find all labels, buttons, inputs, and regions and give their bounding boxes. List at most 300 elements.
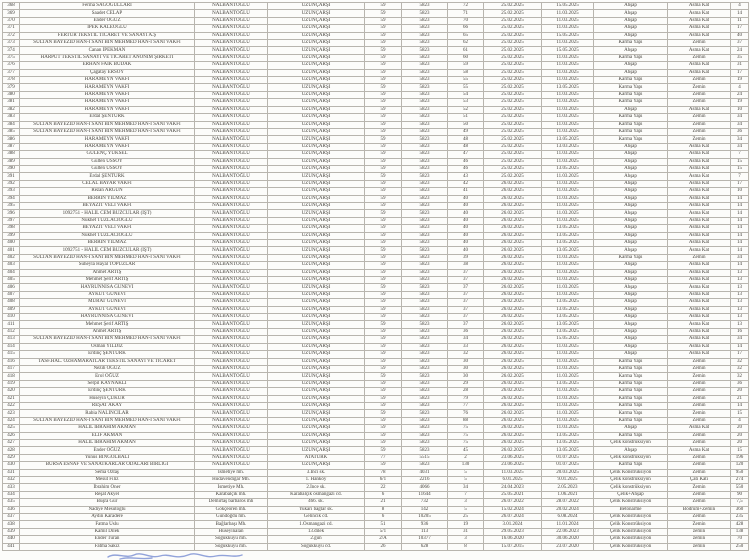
cell-ad-unvan: BERRİN YILMAZ: [20, 240, 195, 247]
table-row: [3, 165, 749, 172]
table-row: [3, 447, 749, 454]
cell-tarih-1: 25.02.2025: [484, 99, 542, 106]
cell-sokak: UZUNÇARŞI: [268, 388, 365, 395]
cell-yapi-turu: Çelik Konstrüksiyon: [594, 543, 668, 550]
cell-ada: 5823: [402, 462, 448, 469]
cell-mahalle: NALBANTOĞLU: [195, 173, 268, 180]
cell-tarih-2: 11.03.2025: [542, 358, 594, 365]
cell-ad-unvan: SULTAN BAYEZİD HAN-I SANİ BİN MEHMED HAN-I SANİ VAKFI: [20, 254, 195, 261]
cell-sira-no: 381: [3, 99, 20, 106]
cell-sokak: UZUNÇARŞI: [268, 47, 365, 54]
cell-parsel: 55: [448, 77, 484, 84]
cell-tarih-2: 11.03.2025: [542, 158, 594, 165]
cell-tarih-1: 29.05.2023: [484, 528, 542, 535]
cell-kapi-no: 59: [365, 62, 402, 69]
table-row: [3, 232, 749, 239]
cell-kat: Zemin: [668, 484, 731, 491]
cell-tarih-2: 30.06.2020: [542, 536, 594, 543]
cell-alan: 13: [731, 306, 749, 313]
cell-tarih-2: 13.05.2025: [542, 136, 594, 143]
cell-tarih-1: 25.02.2025: [484, 158, 542, 165]
cell-alan: 196: [731, 454, 749, 461]
table-row: [3, 247, 749, 254]
cell-yapi-turu: Ahşap: [594, 328, 668, 335]
cell-parsel: 37: [448, 306, 484, 313]
cell-ad-unvan: GÜLENÇ YÜKSEL: [20, 151, 195, 158]
cell-ada: 5823: [402, 284, 448, 291]
cell-tarih-1: 26.02.2025: [484, 254, 542, 261]
cell-sira-no: 386: [3, 136, 20, 143]
cell-tarih-1: 26.07.2024: [484, 514, 542, 521]
cell-kat: Zemin: [668, 136, 731, 143]
cell-ad-unvan: Mesut Filiz: [20, 477, 195, 484]
cell-alan: 21: [731, 395, 749, 402]
cell-sokak: UZUNÇARŞI: [268, 202, 365, 209]
cell-tarih-2: 1.06.2021: [542, 491, 594, 498]
cell-kat: Zemin: [668, 254, 731, 261]
table-row: [3, 514, 749, 521]
cell-tarih-1: 3.01.2024: [484, 521, 542, 528]
cell-kat: zemin: [668, 543, 731, 550]
cell-sokak: UZUNÇARŞI: [268, 365, 365, 372]
cell-sira-no: 378: [3, 77, 20, 84]
cell-kat: Zemin: [668, 514, 731, 521]
cell-kat: Asma Kat: [668, 262, 731, 269]
cell-kapi-no: 59: [365, 173, 402, 180]
cell-sokak: UZUNÇARŞI: [268, 143, 365, 150]
cell-ad-unvan: Fatma Uslu: [20, 521, 195, 528]
cell-sira-no: 393: [3, 188, 20, 195]
cell-parsel: 36: [448, 328, 484, 335]
cell-ada: 5823: [402, 425, 448, 432]
cell-tarih-2: 13.05.2025: [542, 84, 594, 91]
cell-parsel: 5: [448, 477, 484, 484]
cell-alan: 14: [731, 240, 749, 247]
cell-yapi-turu: Karma Yapı: [594, 121, 668, 128]
cell-ada: 11644: [402, 491, 448, 498]
cell-mahalle: NALBANTOĞLU: [195, 143, 268, 150]
cell-tarih-2: 23.07.2020: [542, 543, 594, 550]
cell-tarih-1: 15.02.2024: [484, 506, 542, 513]
table-row: [3, 240, 749, 247]
cell-yapi-turu: Ahşap: [594, 188, 668, 195]
cell-yapi-turu: Ahşap: [594, 3, 668, 10]
cell-sira-no: 408: [3, 299, 20, 306]
table-row: [3, 499, 749, 506]
cell-kat: Asma Kat: [668, 343, 731, 350]
cell-parsel: 19: [448, 521, 484, 528]
cell-sira-no: 403: [3, 262, 20, 269]
cell-sokak: UZUNÇARŞI: [268, 165, 365, 172]
cell-tarih-2: 11.03.2025: [542, 343, 594, 350]
cell-yapi-turu: Çelik Konstrüksiyon: [594, 514, 668, 521]
cell-tarih-2: 13.05.2025: [542, 447, 594, 454]
cell-kapi-no: 59: [365, 40, 402, 47]
cell-kapi-no: 6: [365, 491, 402, 498]
cell-ad-unvan: HAYRUNNİSA GÜNEVİ: [20, 284, 195, 291]
cell-mahalle: NALBANTOĞLU: [195, 47, 268, 54]
cell-sira-no: 425: [3, 425, 20, 432]
cell-sokak: UZUNÇARŞI: [268, 321, 365, 328]
cell-mahalle: Soğukkuyu mh.: [195, 543, 268, 550]
cell-mahalle: NALBANTOĞLU: [195, 114, 268, 121]
cell-kat: Asma Kat: [668, 10, 731, 17]
cell-kapi-no: 59: [365, 91, 402, 98]
cell-ad-unvan: ELİF AKMAN: [20, 432, 195, 439]
cell-sokak: UZUNÇARŞI: [268, 328, 365, 335]
cell-kapi-no: 59: [365, 210, 402, 217]
cell-kat: Asma Kat: [668, 314, 731, 321]
cell-tarih-2: 01.07.2025: [542, 462, 594, 469]
cell-yapi-turu: Karma Yapı: [594, 365, 668, 372]
cell-mahalle: NALBANTOĞLU: [195, 410, 268, 417]
cell-sokak: UZUNÇARŞI: [268, 121, 365, 128]
cell-alan: 24: [731, 47, 749, 54]
cell-ad-unvan: HARAMEYN VAKFI: [20, 77, 195, 84]
cell-kat: Zemin: [668, 521, 731, 528]
cell-alan: 13: [731, 269, 749, 276]
cell-sokak: UZUNÇARŞI: [268, 180, 365, 187]
cell-parsel: 46: [448, 158, 484, 165]
table-row: [3, 84, 749, 91]
cell-mahalle: NALBANTOĞLU: [195, 351, 268, 358]
cell-mahalle: NALBANTOĞLU: [195, 180, 268, 187]
cell-tarih-1: 25.02.2025: [484, 143, 542, 150]
cell-kapi-no: 59: [365, 151, 402, 158]
cell-sokak: UZUNÇARŞI: [268, 277, 365, 284]
cell-ada: 5823: [402, 188, 448, 195]
cell-yapi-turu: Ahşap: [594, 321, 668, 328]
cell-kapi-no: 59: [365, 328, 402, 335]
cell-ad-unvan: Çağatay ERSOY: [20, 69, 195, 76]
cell-tarih-1: 26.02.2025: [484, 247, 542, 254]
cell-ada: 5823: [402, 91, 448, 98]
cell-tarih-2: 11.01.2024: [542, 521, 594, 528]
cell-parsel: 79: [448, 395, 484, 402]
cell-yapi-turu: Karma Yapı: [594, 84, 668, 91]
cell-ada: 5823: [402, 262, 448, 269]
cell-ad-unvan: Reşat Akyel: [20, 491, 195, 498]
cell-tarih-1: 26.02.2025: [484, 314, 542, 321]
cell-ad-unvan: Erol OĞUZ: [20, 373, 195, 380]
cell-yapi-turu: Ahşap: [594, 151, 668, 158]
cell-tarih-2: 11.03.2025: [542, 388, 594, 395]
cell-kat: Asma Kat: [668, 247, 731, 254]
cell-ad-unvan: Feriha SAĞOĞULLARI: [20, 3, 195, 10]
handwritten-signature: [100, 550, 250, 560]
cell-ad-unvan: Osman YILDIZ: [20, 343, 195, 350]
cell-ada: 10377: [402, 536, 448, 543]
cell-ada: 4066: [402, 484, 448, 491]
cell-kat: Zemin: [668, 91, 731, 98]
cell-sokak: UZUNÇARŞI: [268, 158, 365, 165]
cell-parsel: 75: [448, 425, 484, 432]
cell-tarih-1: 26.02.2025: [484, 180, 542, 187]
cell-mahalle: Gökçeören mh.: [195, 506, 268, 513]
cell-yapi-turu: Çelik+Ahşap: [594, 491, 668, 498]
cell-mahalle: NALBANTOĞLU: [195, 158, 268, 165]
cell-ada: 5515: [402, 454, 448, 461]
table-row: [3, 484, 749, 491]
cell-sokak: UZUNÇARŞI: [268, 410, 365, 417]
cell-tarih-2: 11.03.2025: [542, 121, 594, 128]
table-row: [3, 195, 749, 202]
cell-yapi-turu: Karma Yapı: [594, 128, 668, 135]
cell-yapi-turu: Çelik konstrüksiyon: [594, 484, 668, 491]
cell-tarih-2: 22.06.2023: [542, 528, 594, 535]
cell-parsel: 39: [448, 254, 484, 261]
cell-mahalle: NALBANTOĞLU: [195, 62, 268, 69]
cell-yapi-turu: Ahşap: [594, 143, 668, 150]
cell-sokak: UZUNÇARŞI: [268, 343, 365, 350]
cell-tarih-1: 25.02.2025: [484, 54, 542, 61]
cell-sokak: UZUNÇARŞI: [268, 225, 365, 232]
cell-mahalle: NALBANTOĞLU: [195, 314, 268, 321]
cell-tarih-2: 11.03.2025: [542, 128, 594, 135]
table-row: [3, 254, 749, 261]
cell-ad-unvan: AYKUT GÜNEVİ: [20, 306, 195, 313]
cell-ada: 5823: [402, 151, 448, 158]
cell-sira-no: 397: [3, 217, 20, 224]
cell-sokak: UZUNÇARŞI: [268, 25, 365, 32]
cell-yapi-turu: Ahşap: [594, 262, 668, 269]
cell-mahalle: NALBANTOĞLU: [195, 232, 268, 239]
cell-sokak: UZUNÇARŞI: [268, 62, 365, 69]
cell-parsel: 71: [448, 10, 484, 17]
cell-sira-no: 370: [3, 17, 20, 24]
cell-tarih-2: 15.05.2025: [542, 47, 594, 54]
cell-tarih-2: 11.03.2025: [542, 365, 594, 372]
cell-parsel: 40: [448, 217, 484, 224]
cell-tarih-2: 11.03.2025: [542, 114, 594, 121]
cell-yapi-turu: Ahşap: [594, 25, 668, 32]
table-row: [3, 217, 749, 224]
cell-mahalle: NALBANTOĞLU: [195, 262, 268, 269]
cell-mahalle: NALBANTOĞLU: [195, 402, 268, 409]
cell-alan: 20: [731, 425, 749, 432]
cell-sokak: Gelincik cd.: [268, 514, 365, 521]
cell-sira-no: 427: [3, 439, 20, 446]
cell-ad-unvan: Aydın Karadere: [20, 514, 195, 521]
cell-tarih-1: 25.02.2025: [484, 165, 542, 172]
cell-yapi-turu: Karma Yapı: [594, 417, 668, 424]
cell-ad-unvan: AYKUT GÜNEVİ: [20, 291, 195, 298]
table-row: [3, 306, 749, 313]
cell-sokak: UZUNÇARŞI: [268, 254, 365, 261]
cell-parsel: 70: [448, 17, 484, 24]
cell-ad-unvan: HAYRUNNİSA GÜNEVİ: [20, 314, 195, 321]
cell-parsel: 59: [448, 62, 484, 69]
cell-kapi-no: 2/A: [365, 536, 402, 543]
cell-kapi-no: 59: [365, 462, 402, 469]
cell-sokak: UZUNÇARŞI: [268, 432, 365, 439]
cell-ada: 5823: [402, 277, 448, 284]
cell-tarih-2: 11.03.2025: [542, 202, 594, 209]
cell-alan: 34: [731, 114, 749, 121]
cell-sira-no: 405: [3, 277, 20, 284]
cell-kat: Zemin: [668, 128, 731, 135]
cell-alan: 4: [731, 3, 749, 10]
cell-kat: Asma Kat: [668, 299, 731, 306]
cell-mahalle: NALBANTOĞLU: [195, 454, 268, 461]
cell-tarih-2: 11.03.2025: [542, 180, 594, 187]
cell-mahalle: NALBANTOĞLU: [195, 269, 268, 276]
cell-yapi-turu: Çelik Konstrüksiyon: [594, 499, 668, 506]
table-row: [3, 225, 749, 232]
cell-parsel: 75: [448, 439, 484, 446]
cell-kat: Asma Kat: [668, 158, 731, 165]
cell-mahalle: İsmetiye mh.: [195, 469, 268, 476]
cell-ad-unvan: HARAMEYN VAKFI: [20, 143, 195, 150]
cell-sokak: UZUNÇARŞI: [268, 247, 365, 254]
cell-kapi-no: 21: [365, 499, 402, 506]
cell-sira-no: 413: [3, 336, 20, 343]
cell-parsel: 88: [448, 417, 484, 424]
cell-ada: 5823: [402, 121, 448, 128]
cell-ada: 2216: [402, 477, 448, 484]
cell-kat: Zemin: [668, 417, 731, 424]
cell-kapi-no: 59: [365, 299, 402, 306]
cell-mahalle: NALBANTOĞLU: [195, 151, 268, 158]
cell-ada: 5823: [402, 299, 448, 306]
cell-tarih-2: 11.03.2025: [542, 417, 594, 424]
cell-parsel: 8: [448, 543, 484, 550]
cell-alan: 19: [731, 99, 749, 106]
cell-ada: 5823: [402, 439, 448, 446]
cell-alan: 17: [731, 351, 749, 358]
cell-sokak: UZUNÇARŞI: [268, 262, 365, 269]
cell-tarih-2: 9.01.2025: [542, 477, 594, 484]
cell-parsel: 5: [448, 469, 484, 476]
cell-sokak: UZUNÇARŞI: [268, 462, 365, 469]
cell-mahalle: NALBANTOĞLU: [195, 321, 268, 328]
cell-sira-no: 437: [3, 514, 20, 521]
cell-ada: 5823: [402, 77, 448, 84]
table-row: [3, 17, 749, 24]
cell-parsel: 37: [448, 277, 484, 284]
cell-ad-unvan: Mehmet Şerif ARTİŞ: [20, 321, 195, 328]
cell-sira-no: 418: [3, 373, 20, 380]
cell-kapi-no: 59: [365, 343, 402, 350]
cell-tarih-1: 25.02.2025: [484, 121, 542, 128]
cell-tarih-2: 11.03.2025: [542, 402, 594, 409]
cell-parsel: 52: [448, 106, 484, 113]
cell-tarih-2: 11.03.2025: [542, 395, 594, 402]
cell-kapi-no: 59: [365, 77, 402, 84]
cell-kapi-no: 8: [365, 506, 402, 513]
cell-ad-unvan: HARAMEYN VAKFI: [20, 99, 195, 106]
cell-kapi-no: 59: [365, 121, 402, 128]
cell-tarih-1: 25.02.2025: [484, 151, 542, 158]
cell-mahalle: NALBANTOĞLU: [195, 136, 268, 143]
cell-kapi-no: 6/1: [365, 477, 402, 484]
table-row: [3, 439, 749, 446]
cell-tarih-2: 11.03.2025: [542, 351, 594, 358]
table-row: [3, 284, 749, 291]
cell-tarih-1: 23.06.2025: [484, 462, 542, 469]
cell-sira-no: 372: [3, 32, 20, 39]
table-row: [3, 173, 749, 180]
cell-kapi-no: 59: [365, 439, 402, 446]
cell-parsel: 30: [448, 373, 484, 380]
cell-mahalle: NALBANTOĞLU: [195, 425, 268, 432]
cell-kat: Zemin: [668, 395, 731, 402]
cell-tarih-2: 13.05.2025: [542, 432, 594, 439]
cell-tarih-2: 11.03.2025: [542, 17, 594, 24]
cell-mahalle: NALBANTOĞLU: [195, 247, 268, 254]
cell-kapi-no: 59: [365, 136, 402, 143]
cell-mahalle: NALBANTOĞLU: [195, 358, 268, 365]
cell-yapi-turu: Karma Yapı: [594, 395, 668, 402]
cell-parsel: 37: [448, 299, 484, 306]
cell-ada: 5823: [402, 114, 448, 121]
cell-sira-no: 392: [3, 180, 20, 187]
cell-yapi-turu: Ahşap: [594, 351, 668, 358]
cell-ad-unvan: Erdal ŞENTÜRK: [20, 114, 195, 121]
cell-tarih-1: 26.02.2025: [484, 232, 542, 239]
cell-parsel: 38: [448, 262, 484, 269]
cell-tarih-2: 13.05.2025: [542, 247, 594, 254]
cell-alan: 36: [731, 128, 749, 135]
cell-tarih-2: 13.05.2025: [542, 225, 594, 232]
cell-kapi-no: 6: [365, 514, 402, 521]
cell-tarih-2: 11.03.2025: [542, 269, 594, 276]
cell-kapi-no: 59: [365, 84, 402, 91]
cell-ad-unvan: Hüseyin ÇUKUR: [20, 395, 195, 402]
cell-sira-no: 391: [3, 173, 20, 180]
cell-sokak: UZUNÇARŞI: [268, 136, 365, 143]
cell-kat: Asma Kat: [668, 202, 731, 209]
cell-alan: 13: [731, 314, 749, 321]
cell-tarih-1: 25.02.2025: [484, 91, 542, 98]
cell-sokak: UZUNÇARŞI: [268, 314, 365, 321]
cell-tarih-1: 16.06.2020: [484, 536, 542, 543]
cell-ad-unvan: BEYAZIT VELİ VAKFI: [20, 225, 195, 232]
cell-mahalle: NALBANTOĞLU: [195, 291, 268, 298]
cell-tarih-1: 26.02.2025: [484, 225, 542, 232]
cell-parsel: 47: [448, 151, 484, 158]
cell-ada: 5823: [402, 343, 448, 350]
cell-sokak: ATATÜRK: [268, 454, 365, 461]
cell-alan: 7: [731, 173, 749, 180]
cell-parsel: 60: [448, 54, 484, 61]
table-row: [3, 358, 749, 365]
table-row: [3, 106, 749, 113]
cell-ada: 5823: [402, 10, 448, 17]
cell-kat: zemin: [668, 528, 731, 535]
cell-ad-unvan: Erdal ŞENTÜRK: [20, 173, 195, 180]
cell-sira-no: 417: [3, 365, 20, 372]
cell-sira-no: 420: [3, 388, 20, 395]
cell-sira-no: 415: [3, 351, 20, 358]
cell-ad-unvan: Erdinç ŞENTÜRK: [20, 351, 195, 358]
cell-kapi-no: 59: [365, 358, 402, 365]
cell-sira-no: 385: [3, 128, 20, 135]
cell-sokak: UZUNÇARŞI: [268, 291, 365, 298]
cell-sokak: UZUNÇARŞI: [268, 77, 365, 84]
cell-kat: Asma Kat: [668, 47, 731, 54]
cell-mahalle: NALBANTOĞLU: [195, 40, 268, 47]
cell-mahalle: Hüdavendigar Mh.: [195, 477, 268, 484]
cell-kat: Asma Kat: [668, 106, 731, 113]
cell-kapi-no: 59: [365, 351, 402, 358]
cell-sokak: UZUNÇARŞI: [268, 128, 365, 135]
cell-tarih-1: 26.02.2025: [484, 343, 542, 350]
cell-kat: Zemin: [668, 410, 731, 417]
cell-kapi-no: 26: [365, 543, 402, 550]
cell-alan: 15: [731, 158, 749, 165]
cell-parsel: 31: [448, 528, 484, 535]
